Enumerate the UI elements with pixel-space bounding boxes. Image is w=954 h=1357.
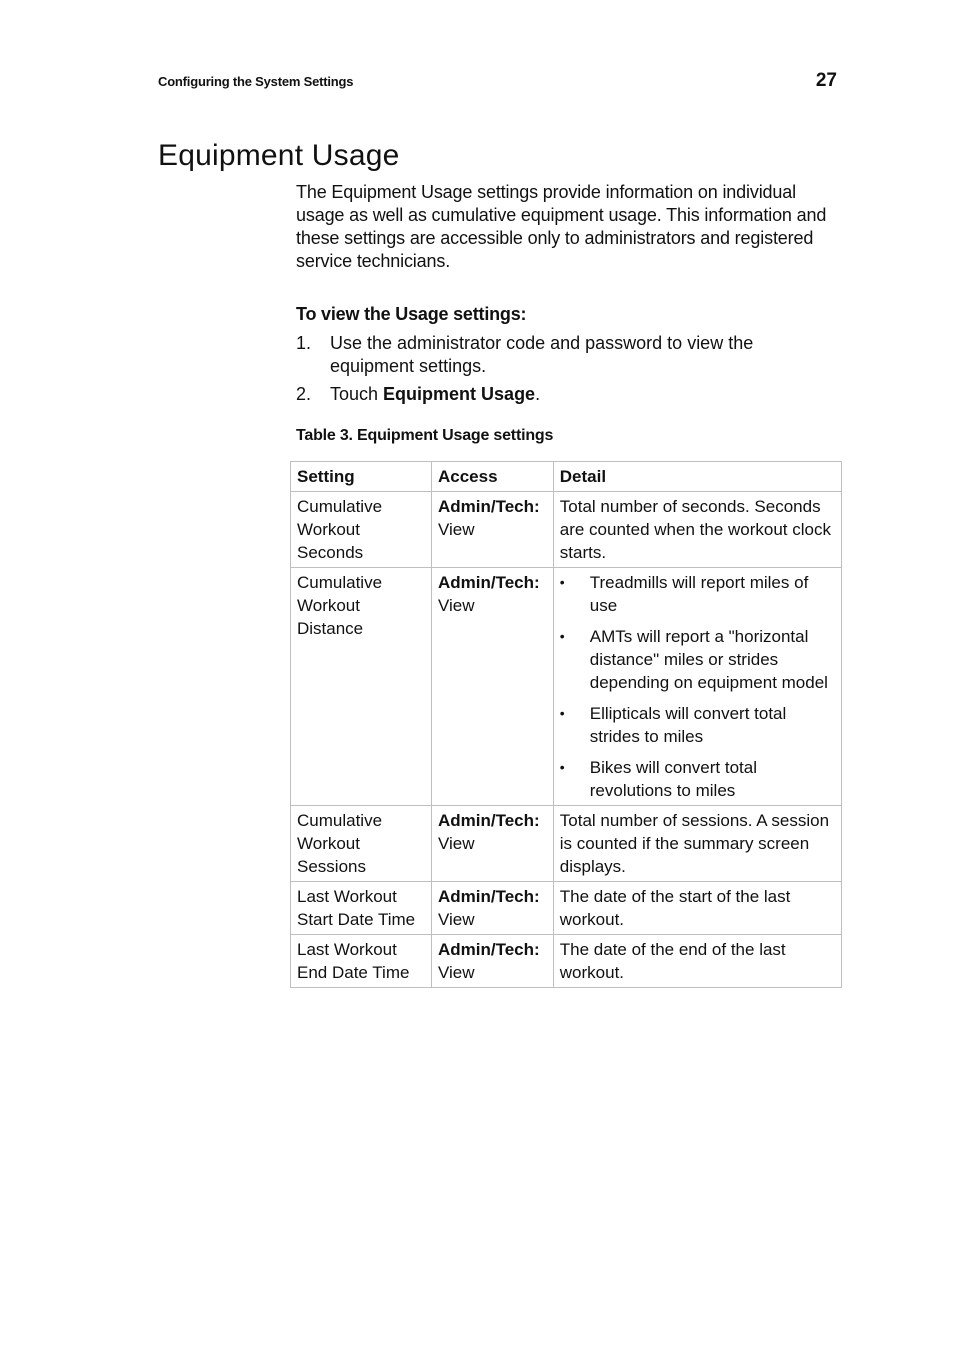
access-permission: View <box>437 910 475 929</box>
running-header: Configuring the System Settings <box>158 74 354 89</box>
step-text-prefix: Touch <box>330 384 384 404</box>
step-item <box>296 383 841 406</box>
step-number: 1. <box>296 333 312 353</box>
section-title: Equipment Usage <box>158 139 400 172</box>
setting-cell: Cumulative Workout Sessions <box>291 806 432 882</box>
setting-cell: Last Workout Start Date Time <box>291 882 432 935</box>
bullet-icon: • <box>559 759 565 775</box>
access-cell <box>431 935 553 988</box>
table-row <box>291 568 842 806</box>
setting-cell: Cumulative Workout Distance <box>291 568 432 806</box>
setting-cell: Last Workout End Date Time <box>291 935 432 988</box>
detail-cell: The date of the end of the last workout. <box>553 935 841 988</box>
access-role: Admin/Tech: <box>437 940 540 959</box>
table-row <box>291 492 842 568</box>
bullet-text: Ellipticals will convert total strides to miles <box>589 704 787 746</box>
table-header-row <box>291 462 842 492</box>
step-text: Use the administrator code and password to view the equipment settings. <box>330 333 754 376</box>
bullet-item <box>560 571 836 617</box>
access-role: Admin/Tech: <box>437 887 540 906</box>
column-header-access: Access <box>431 462 553 492</box>
access-permission: View <box>437 834 475 853</box>
bullet-text: Treadmills will report miles of use <box>589 573 809 615</box>
column-header-detail: Detail <box>553 462 841 492</box>
detail-bullet-list <box>560 571 836 802</box>
detail-cell: Total number of seconds. Seconds are counted when the workout clock starts. <box>553 492 841 568</box>
section-body <box>296 181 841 447</box>
table-row <box>291 935 842 988</box>
equipment-usage-table <box>290 461 842 988</box>
setting-cell: Cumulative Workout Seconds <box>291 492 432 568</box>
table-caption: Table 3. Equipment Usage settings <box>296 427 554 444</box>
column-header-setting: Setting <box>291 462 432 492</box>
access-cell <box>431 568 553 806</box>
procedure-steps <box>296 332 841 406</box>
access-cell <box>431 806 553 882</box>
access-cell <box>431 882 553 935</box>
step-text-suffix: . <box>535 384 541 404</box>
access-permission: View <box>437 963 475 982</box>
table-row <box>291 806 842 882</box>
bullet-icon: • <box>559 705 565 721</box>
detail-cell <box>553 568 841 806</box>
access-permission: View <box>437 520 475 539</box>
access-cell <box>431 492 553 568</box>
step-item <box>296 332 841 378</box>
bullet-item <box>560 702 836 748</box>
detail-cell: The date of the start of the last workout. <box>553 882 841 935</box>
bullet-item <box>560 756 836 802</box>
bullet-item <box>560 625 836 694</box>
bullet-text: AMTs will report a "horizontal distance" miles or strides depending on equipment model <box>589 627 828 692</box>
bullet-icon: • <box>559 628 565 644</box>
intro-paragraph: The Equipment Usage settings provide information on individual usage as well as cumulative equipment usage. This information and these settings are accessible only to administrators and registered service technicians. <box>296 182 827 271</box>
access-role: Admin/Tech: <box>437 497 540 516</box>
access-role: Admin/Tech: <box>437 573 540 592</box>
bullet-text: Bikes will convert total revolutions to miles <box>589 758 757 800</box>
step-text-bold: Equipment Usage <box>383 384 536 404</box>
table-row <box>291 882 842 935</box>
page-number: 27 <box>815 70 837 91</box>
detail-cell: Total number of sessions. A session is counted if the summary screen displays. <box>553 806 841 882</box>
step-number: 2. <box>296 384 312 404</box>
access-permission: View <box>437 596 475 615</box>
access-role: Admin/Tech: <box>437 811 540 830</box>
procedure-heading: To view the Usage settings: <box>296 304 527 324</box>
bullet-icon: • <box>559 574 565 590</box>
